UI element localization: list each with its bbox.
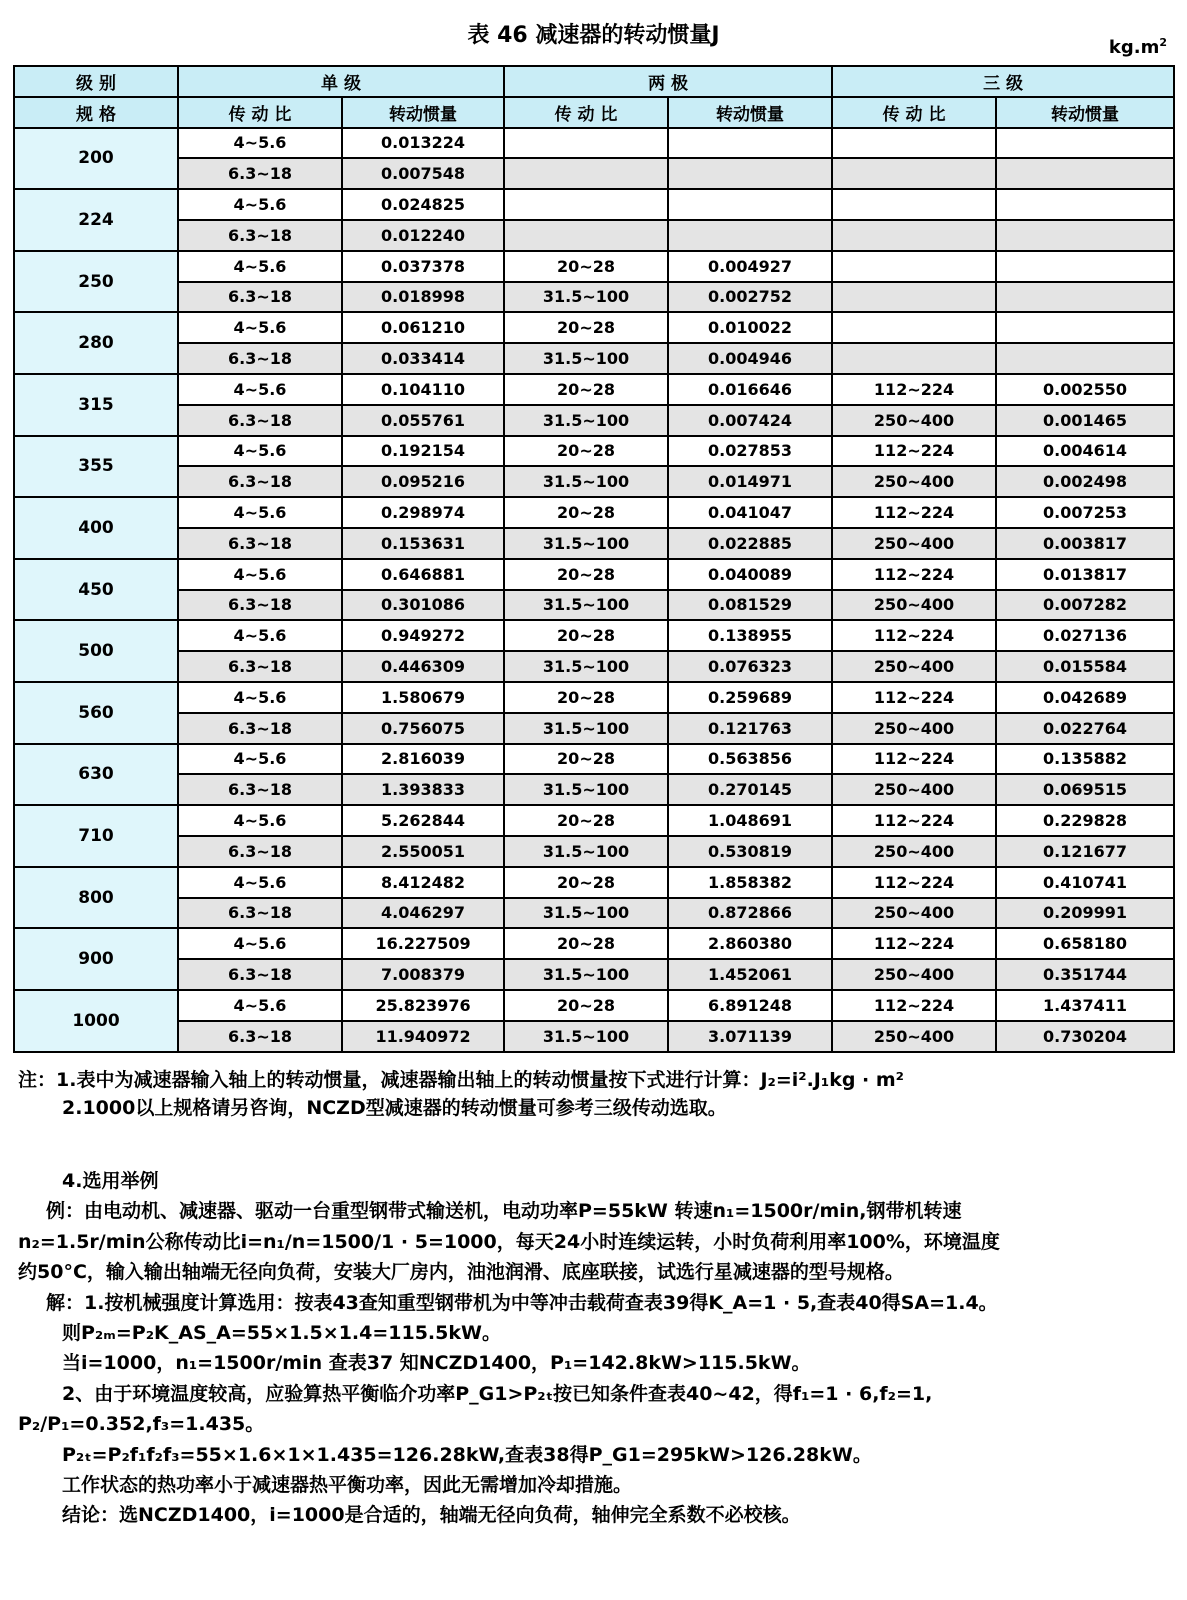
inertia-cell: 0.022885	[668, 528, 832, 559]
ratio-cell: 20~28	[504, 436, 668, 467]
ratio-cell: 250~400	[832, 528, 996, 559]
ratio-cell	[832, 312, 996, 343]
inertia-cell	[668, 128, 832, 159]
ratio-cell: 6.3~18	[178, 1021, 342, 1052]
note-1: 注：1.表中为减速器输入轴上的转动惯量，减速器输出轴上的转动惯量按下式进行计算：J₂=i².J₁kg · m²	[18, 1069, 904, 1091]
inertia-cell: 16.227509	[342, 928, 504, 959]
inertia-cell: 0.027136	[996, 620, 1174, 651]
inertia-cell	[996, 189, 1174, 220]
ratio-cell: 20~28	[504, 312, 668, 343]
table-row	[14, 189, 1174, 220]
inertia-cell: 0.730204	[996, 1021, 1174, 1052]
ratio-cell: 6.3~18	[178, 405, 342, 436]
ratio-cell: 31.5~100	[504, 836, 668, 867]
inertia-cell: 0.872866	[668, 898, 832, 929]
inertia-cell	[996, 343, 1174, 374]
size-cell: 200	[14, 128, 178, 190]
inertia-cell: 0.007424	[668, 405, 832, 436]
ratio-cell: 112~224	[832, 928, 996, 959]
size-cell: 315	[14, 374, 178, 436]
table-row	[14, 713, 1174, 744]
inertia-cell: 25.823976	[342, 990, 504, 1021]
ratio-cell	[832, 189, 996, 220]
inertia-cell	[668, 158, 832, 189]
inertia-cell: 1.393833	[342, 774, 504, 805]
inertia-cell: 0.001465	[996, 405, 1174, 436]
ratio-cell: 4~5.6	[178, 805, 342, 836]
ratio-cell: 6.3~18	[178, 651, 342, 682]
inertia-cell: 0.013224	[342, 128, 504, 159]
ratio-cell: 4~5.6	[178, 251, 342, 282]
inertia-cell: 0.012240	[342, 220, 504, 251]
inertia-cell	[996, 128, 1174, 159]
ratio-cell: 6.3~18	[178, 528, 342, 559]
inertia-cell: 0.076323	[668, 651, 832, 682]
inertia-cell: 1.437411	[996, 990, 1174, 1021]
inertia-cell: 0.037378	[342, 251, 504, 282]
ratio-cell: 6.3~18	[178, 220, 342, 251]
example-line: 工作状态的热功率小于减速器热平衡功率，因此无需增加冷却措施。	[62, 1474, 633, 1497]
inertia-cell: 0.018998	[342, 282, 504, 313]
table-row	[14, 559, 1174, 590]
inertia-cell: 4.046297	[342, 898, 504, 929]
size-cell: 355	[14, 436, 178, 498]
ratio-cell	[832, 251, 996, 282]
size-cell: 800	[14, 867, 178, 929]
ratio-cell: 20~28	[504, 251, 668, 282]
table-row	[14, 682, 1174, 713]
ratio-cell: 4~5.6	[178, 928, 342, 959]
ratio-cell	[504, 189, 668, 220]
page-title: 表 46 减速器的转动惯量J	[467, 23, 720, 48]
inertia-cell: 0.270145	[668, 774, 832, 805]
inertia-cell: 2.860380	[668, 928, 832, 959]
ratio-cell: 31.5~100	[504, 959, 668, 990]
inertia-cell: 0.138955	[668, 620, 832, 651]
inertia-cell: 0.010022	[668, 312, 832, 343]
inertia-cell: 0.015584	[996, 651, 1174, 682]
table-row	[14, 744, 1174, 775]
ratio-cell: 6.3~18	[178, 959, 342, 990]
ratio-cell: 250~400	[832, 590, 996, 621]
header-ratio: 传 动 比	[178, 97, 342, 128]
ratio-cell: 4~5.6	[178, 867, 342, 898]
inertia-cell: 0.229828	[996, 805, 1174, 836]
example-line: P₂ₜ=P₂f₁f₂f₃=55×1.6×1×1.435=126.28kW,查表38得P_G1=295kW>126.28kW。	[62, 1443, 872, 1466]
ratio-cell: 6.3~18	[178, 158, 342, 189]
inertia-cell: 0.007548	[342, 158, 504, 189]
table-row	[14, 220, 1174, 251]
size-cell: 400	[14, 497, 178, 559]
inertia-cell: 0.016646	[668, 374, 832, 405]
note-2: 2.1000以上规格请另咨询，NCZD型减速器的转动惯量可参考三级传动选取。	[62, 1097, 727, 1119]
ratio-cell	[832, 343, 996, 374]
inertia-cell: 0.095216	[342, 466, 504, 497]
ratio-cell: 112~224	[832, 620, 996, 651]
table-body	[14, 128, 1174, 1052]
table-row	[14, 590, 1174, 621]
inertia-cell: 0.004614	[996, 436, 1174, 467]
ratio-cell: 20~28	[504, 744, 668, 775]
inertia-cell: 0.007282	[996, 590, 1174, 621]
inertia-cell: 0.041047	[668, 497, 832, 528]
size-cell: 450	[14, 559, 178, 621]
size-cell: 900	[14, 928, 178, 990]
table-row	[14, 774, 1174, 805]
ratio-cell: 4~5.6	[178, 990, 342, 1021]
inertia-cell: 0.658180	[996, 928, 1174, 959]
size-cell: 710	[14, 805, 178, 867]
header-stage1: 单 级	[178, 66, 504, 97]
table-row	[14, 466, 1174, 497]
ratio-cell: 112~224	[832, 990, 996, 1021]
example-heading: 4.选用举例	[62, 1170, 159, 1192]
inertia-cell: 0.756075	[342, 713, 504, 744]
inertia-cell: 0.007253	[996, 497, 1174, 528]
inertia-cell: 1.452061	[668, 959, 832, 990]
ratio-cell: 20~28	[504, 867, 668, 898]
ratio-cell: 31.5~100	[504, 282, 668, 313]
ratio-cell: 250~400	[832, 836, 996, 867]
size-cell: 250	[14, 251, 178, 313]
ratio-cell: 6.3~18	[178, 898, 342, 929]
ratio-cell	[832, 220, 996, 251]
inertia-cell: 0.135882	[996, 744, 1174, 775]
ratio-cell: 112~224	[832, 436, 996, 467]
inertia-cell: 0.002752	[668, 282, 832, 313]
inertia-cell: 0.055761	[342, 405, 504, 436]
table-row	[14, 128, 1174, 159]
inertia-cell: 0.081529	[668, 590, 832, 621]
ratio-cell: 250~400	[832, 898, 996, 929]
inertia-cell: 0.209991	[996, 898, 1174, 929]
table-row	[14, 312, 1174, 343]
ratio-cell: 6.3~18	[178, 713, 342, 744]
table-row	[14, 867, 1174, 898]
inertia-cell: 0.410741	[996, 867, 1174, 898]
ratio-cell: 4~5.6	[178, 128, 342, 159]
size-cell: 500	[14, 620, 178, 682]
ratio-cell: 4~5.6	[178, 497, 342, 528]
header-level: 级 别	[14, 66, 178, 97]
table-row	[14, 343, 1174, 374]
example-line: 结论：选NCZD1400，i=1000是合适的，轴端无径向负荷，轴伸完全系数不必校核。	[62, 1504, 801, 1527]
inertia-cell: 11.940972	[342, 1021, 504, 1052]
inertia-cell	[996, 282, 1174, 313]
ratio-cell: 4~5.6	[178, 374, 342, 405]
ratio-cell: 6.3~18	[178, 343, 342, 374]
inertia-cell: 1.858382	[668, 867, 832, 898]
ratio-cell: 31.5~100	[504, 898, 668, 929]
ratio-cell: 20~28	[504, 374, 668, 405]
inertia-cell: 0.004946	[668, 343, 832, 374]
inertia-cell: 0.301086	[342, 590, 504, 621]
ratio-cell: 250~400	[832, 1021, 996, 1052]
ratio-cell: 250~400	[832, 405, 996, 436]
inertia-cell: 0.027853	[668, 436, 832, 467]
ratio-cell: 4~5.6	[178, 620, 342, 651]
example-line: P₂/P₁=0.352,f₃=1.435。	[18, 1413, 265, 1436]
inertia-cell: 2.550051	[342, 836, 504, 867]
inertia-cell: 0.104110	[342, 374, 504, 405]
table-row	[14, 928, 1174, 959]
example-line: n₂=1.5r/min公称传动比i=n₁/n=1500/1 · 5=1000，每天24小时连续运转，小时负荷利用率100%，环境温度	[18, 1230, 1000, 1253]
ratio-cell: 31.5~100	[504, 405, 668, 436]
ratio-cell: 20~28	[504, 620, 668, 651]
ratio-cell	[504, 158, 668, 189]
ratio-cell: 20~28	[504, 805, 668, 836]
ratio-cell	[832, 282, 996, 313]
table-row	[14, 436, 1174, 467]
example-line: 例：由电动机、减速器、驱动一台重型钢带式输送机，电动功率P=55kW 转速n₁=1500r/min,钢带机转速	[46, 1200, 962, 1223]
ratio-cell: 31.5~100	[504, 590, 668, 621]
example-line: 2、由于环境温度较高，应验算热平衡临介功率P_G1>P₂ₜ按已知条件查表40~42，得f₁=1 · 6,f₂=1,	[62, 1382, 933, 1405]
inertia-cell: 0.192154	[342, 436, 504, 467]
inertia-cell: 0.003817	[996, 528, 1174, 559]
ratio-cell: 250~400	[832, 713, 996, 744]
example-line: 解：1.按机械强度计算选用：按表43查知重型钢带机为中等冲击载荷查表39得K_A=1 · 5,查表40得SA=1.4。	[46, 1291, 998, 1314]
inertia-cell: 5.262844	[342, 805, 504, 836]
inertia-cell: 1.048691	[668, 805, 832, 836]
ratio-cell	[832, 158, 996, 189]
table-row	[14, 497, 1174, 528]
ratio-cell: 31.5~100	[504, 1021, 668, 1052]
size-cell: 1000	[14, 990, 178, 1052]
ratio-cell: 250~400	[832, 959, 996, 990]
inertia-cell: 0.646881	[342, 559, 504, 590]
table-row	[14, 1021, 1174, 1052]
ratio-cell: 4~5.6	[178, 744, 342, 775]
unit-label: $kg.m^2$	[1108, 36, 1167, 58]
ratio-cell	[504, 128, 668, 159]
header-stage2: 两 极	[504, 66, 832, 97]
inertia-cell	[668, 189, 832, 220]
inertia-cell	[668, 220, 832, 251]
ratio-cell: 20~28	[504, 559, 668, 590]
ratio-cell: 6.3~18	[178, 282, 342, 313]
header-inertia: 转动惯量	[668, 97, 832, 128]
header-ratio: 传 动 比	[504, 97, 668, 128]
ratio-cell: 31.5~100	[504, 343, 668, 374]
ratio-cell: 31.5~100	[504, 713, 668, 744]
size-cell: 224	[14, 189, 178, 251]
size-cell: 280	[14, 312, 178, 374]
notes	[18, 1066, 1178, 1122]
table-row	[14, 405, 1174, 436]
ratio-cell: 112~224	[832, 744, 996, 775]
table-row	[14, 158, 1174, 189]
ratio-cell: 250~400	[832, 774, 996, 805]
example-line: 当i=1000，n₁=1500r/min 查表37 知NCZD1400，P₁=142.8kW>115.5kW。	[62, 1352, 811, 1375]
ratio-cell: 250~400	[832, 466, 996, 497]
inertia-table	[13, 65, 1175, 1053]
size-cell: 560	[14, 682, 178, 744]
inertia-cell: 1.580679	[342, 682, 504, 713]
inertia-cell: 0.121677	[996, 836, 1174, 867]
ratio-cell: 31.5~100	[504, 466, 668, 497]
ratio-cell	[504, 220, 668, 251]
size-cell: 630	[14, 744, 178, 806]
ratio-cell: 20~28	[504, 928, 668, 959]
ratio-cell: 250~400	[832, 651, 996, 682]
inertia-cell: 0.153631	[342, 528, 504, 559]
ratio-cell: 31.5~100	[504, 651, 668, 682]
table-row	[14, 836, 1174, 867]
inertia-cell: 0.259689	[668, 682, 832, 713]
table-row	[14, 651, 1174, 682]
inertia-cell	[996, 220, 1174, 251]
table-row	[14, 528, 1174, 559]
header-inertia: 转动惯量	[996, 97, 1174, 128]
table-row	[14, 251, 1174, 282]
example-line: 则P₂ₘ=P₂K_AS_A=55×1.5×1.4=115.5kW。	[62, 1322, 501, 1345]
inertia-cell: 0.002498	[996, 466, 1174, 497]
ratio-cell: 112~224	[832, 374, 996, 405]
inertia-cell: 0.069515	[996, 774, 1174, 805]
inertia-cell: 0.446309	[342, 651, 504, 682]
ratio-cell: 6.3~18	[178, 466, 342, 497]
ratio-cell: 20~28	[504, 682, 668, 713]
inertia-cell: 0.061210	[342, 312, 504, 343]
header-inertia: 转动惯量	[342, 97, 504, 128]
ratio-cell: 4~5.6	[178, 436, 342, 467]
ratio-cell: 20~28	[504, 990, 668, 1021]
inertia-cell: 0.022764	[996, 713, 1174, 744]
example-line: 约50°C，输入输出轴端无径向负荷，安装大厂房内，油池润滑、底座联接，试选行星减速器的型号规格。	[18, 1261, 904, 1284]
ratio-cell: 6.3~18	[178, 774, 342, 805]
inertia-cell: 0.351744	[996, 959, 1174, 990]
inertia-cell: 0.040089	[668, 559, 832, 590]
table-row	[14, 282, 1174, 313]
header-spec: 规 格	[14, 97, 178, 128]
ratio-cell: 112~224	[832, 805, 996, 836]
inertia-cell: 0.013817	[996, 559, 1174, 590]
inertia-cell: 7.008379	[342, 959, 504, 990]
selection-example	[18, 1166, 1178, 1531]
inertia-cell	[996, 251, 1174, 282]
ratio-cell: 112~224	[832, 867, 996, 898]
inertia-cell: 0.014971	[668, 466, 832, 497]
inertia-cell	[996, 312, 1174, 343]
header-stage3: 三 级	[832, 66, 1174, 97]
ratio-cell: 4~5.6	[178, 189, 342, 220]
inertia-cell: 0.042689	[996, 682, 1174, 713]
inertia-cell: 0.298974	[342, 497, 504, 528]
ratio-cell	[832, 128, 996, 159]
inertia-cell: 0.024825	[342, 189, 504, 220]
inertia-cell: 3.071139	[668, 1021, 832, 1052]
ratio-cell: 6.3~18	[178, 590, 342, 621]
inertia-cell: 0.563856	[668, 744, 832, 775]
table-row	[14, 898, 1174, 929]
inertia-cell: 8.412482	[342, 867, 504, 898]
table-row	[14, 805, 1174, 836]
table-row	[14, 620, 1174, 651]
inertia-cell: 6.891248	[668, 990, 832, 1021]
ratio-cell: 31.5~100	[504, 774, 668, 805]
table-row	[14, 374, 1174, 405]
ratio-cell: 4~5.6	[178, 312, 342, 343]
header-ratio: 传 动 比	[832, 97, 996, 128]
ratio-cell: 112~224	[832, 559, 996, 590]
inertia-cell: 0.121763	[668, 713, 832, 744]
ratio-cell: 20~28	[504, 497, 668, 528]
ratio-cell: 4~5.6	[178, 559, 342, 590]
inertia-cell: 0.033414	[342, 343, 504, 374]
inertia-cell: 0.949272	[342, 620, 504, 651]
ratio-cell: 112~224	[832, 682, 996, 713]
inertia-cell: 2.816039	[342, 744, 504, 775]
inertia-cell: 0.004927	[668, 251, 832, 282]
inertia-cell: 0.530819	[668, 836, 832, 867]
inertia-cell: 0.002550	[996, 374, 1174, 405]
table-row	[14, 990, 1174, 1021]
inertia-cell	[996, 158, 1174, 189]
ratio-cell: 31.5~100	[504, 528, 668, 559]
ratio-cell: 112~224	[832, 497, 996, 528]
ratio-cell: 6.3~18	[178, 836, 342, 867]
table-row	[14, 959, 1174, 990]
ratio-cell: 4~5.6	[178, 682, 342, 713]
